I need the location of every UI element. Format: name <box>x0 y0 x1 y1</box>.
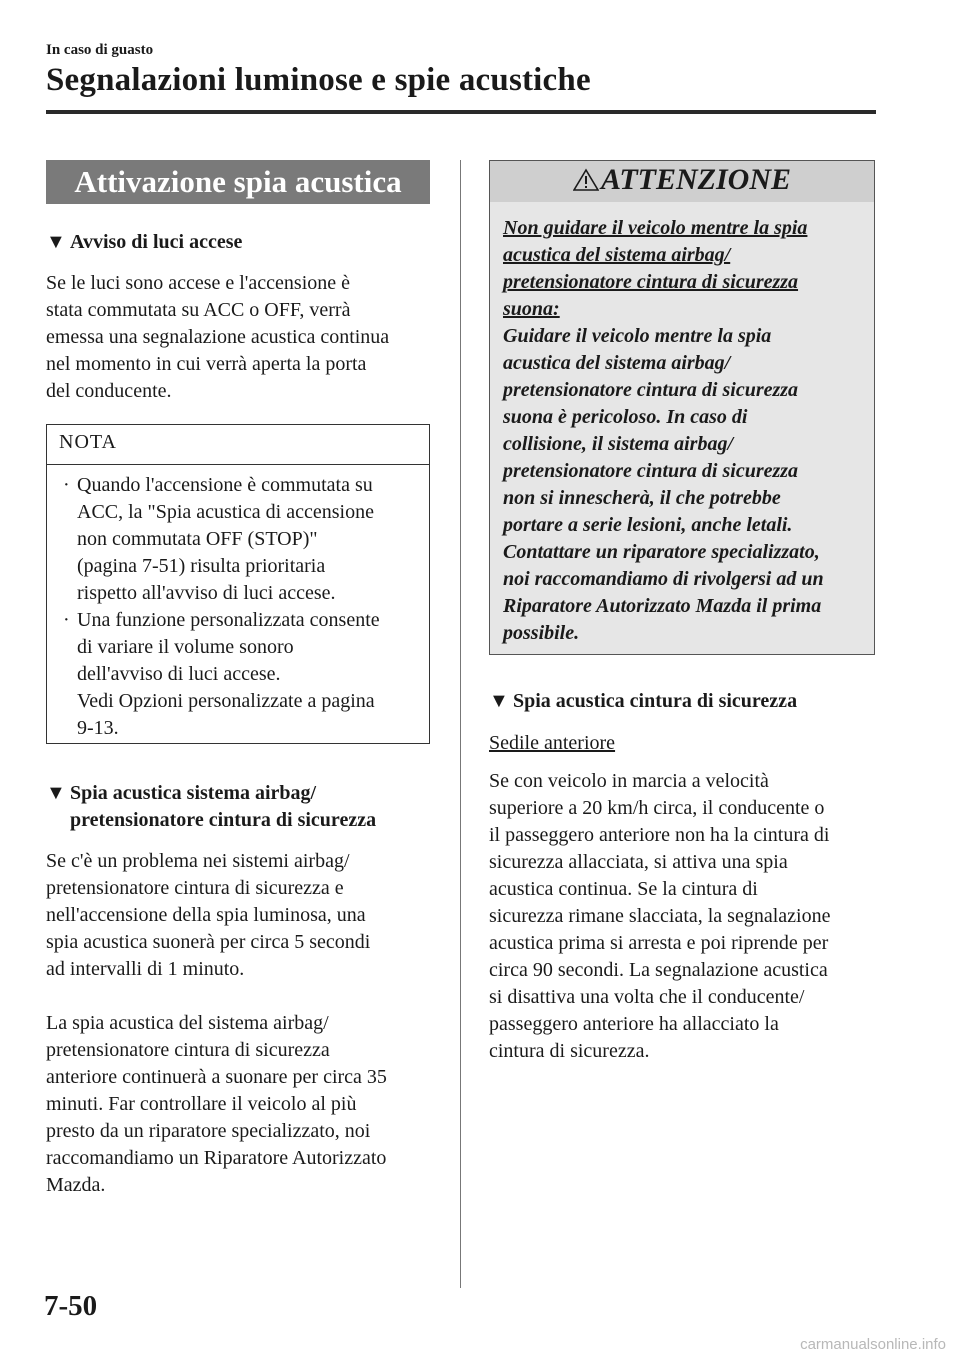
triangle-down-icon: ▼ <box>46 782 66 804</box>
subheading-cintura: ▼ Spia acustica cintura di sicurezza <box>489 688 797 715</box>
paragraph-airbag-1: Se c'è un problema nei sistemi airbag/ pretensionatore cintura di sicurezza e nell'accensione della spia luminosa, una spia acustica suonerà per circa 5 secondi ad intervalli di 1 minuto. <box>46 850 371 980</box>
header-rule <box>46 110 876 114</box>
triangle-down-icon: ▼ <box>489 690 509 712</box>
subheading-sedile-anteriore: Sedile anteriore <box>489 732 616 754</box>
page-number: 7-50 <box>44 1290 98 1322</box>
bullet-icon: · <box>63 474 70 496</box>
section-banner: Attivazione spia acustica <box>46 160 430 204</box>
page-title: Segnalazioni luminose e spie acustiche <box>46 62 591 98</box>
watermark: carmanualsonline.info <box>800 1336 946 1353</box>
warning-triangle-icon <box>573 168 599 192</box>
paragraph-cintura: Se con veicolo in marcia a velocità superiore a 20 km/h circa, il conducente o il passeggero anteriore non ha la cintura di sicurezza allacciata, si attiva una spia acustica continua. Se la cintura di sicurezza rimane slacciata, la segnalazione acustica prima si arresta e poi riprende per circa 90 secondi. La segnalazione acustica si disattiva una volta che il conducente/ passeggero anteriore ha allacciato la cintura di sicurezza. <box>489 770 831 1062</box>
column-divider <box>460 160 461 1288</box>
nota-title: NOTA <box>59 431 117 453</box>
triangle-down-icon: ▼ <box>46 231 66 253</box>
paragraph-luci-accese: Se le luci sono accese e l'accensione è stata commutata su ACC o OFF, verrà emessa una segnalazione acustica continua nel momento in cui verrà aperta la porta del conducente. <box>46 272 390 402</box>
nota-item: · Quando l'accensione è commutata su ACC, la "Spia acustica di accensione non commutata OFF (STOP)" (pagina 7-51) risulta prioritaria rispetto all'avviso di luci accese. <box>63 474 374 604</box>
nota-item: · Una funzione personalizzata consente di variare il volume sonoro dell'avviso di luci accese. Vedi Opzioni personalizzate a pagina 9-13. <box>63 609 380 739</box>
breadcrumb: In caso di guasto <box>46 42 154 58</box>
attenzione-warning: Non guidare il veicolo mentre la spia acustica del sistema airbag/ pretensionatore cintura di sicurezza suona: <box>503 217 808 320</box>
paragraph-airbag-2: La spia acustica del sistema airbag/ pretensionatore cintura di sicurezza anteriore continuerà a suonare per circa 35 minuti. Far controllare il veicolo al più presto da un riparatore specializzato, noi raccomandiamo un Riparatore Autorizzato Mazda. <box>46 1012 387 1196</box>
subheading-airbag: ▼ Spia acustica sistema airbag/ pretensionatore cintura di sicurezza <box>46 782 377 831</box>
attenzione-box <box>489 160 875 655</box>
attenzione-title: ATTENZIONE <box>490 163 874 197</box>
nota-divider <box>47 464 429 465</box>
bullet-icon: · <box>63 609 70 631</box>
attenzione-body: Guidare il veicolo mentre la spia acustica del sistema airbag/ pretensionatore cintura di sicurezza suona è pericoloso. In caso di collisione, il sistema airbag/ pretensionatore cintura di sicurezza non si innescherà, il che potrebbe portare a serie lesioni, anche letali. Contattare un riparatore specializzato, noi raccomandiamo di rivolgersi ad un Riparatore Autorizzato Mazda il prima possibile. <box>503 325 824 644</box>
nota-box <box>46 424 430 744</box>
subheading-luci-accese: ▼ Avviso di luci accese <box>46 229 242 256</box>
